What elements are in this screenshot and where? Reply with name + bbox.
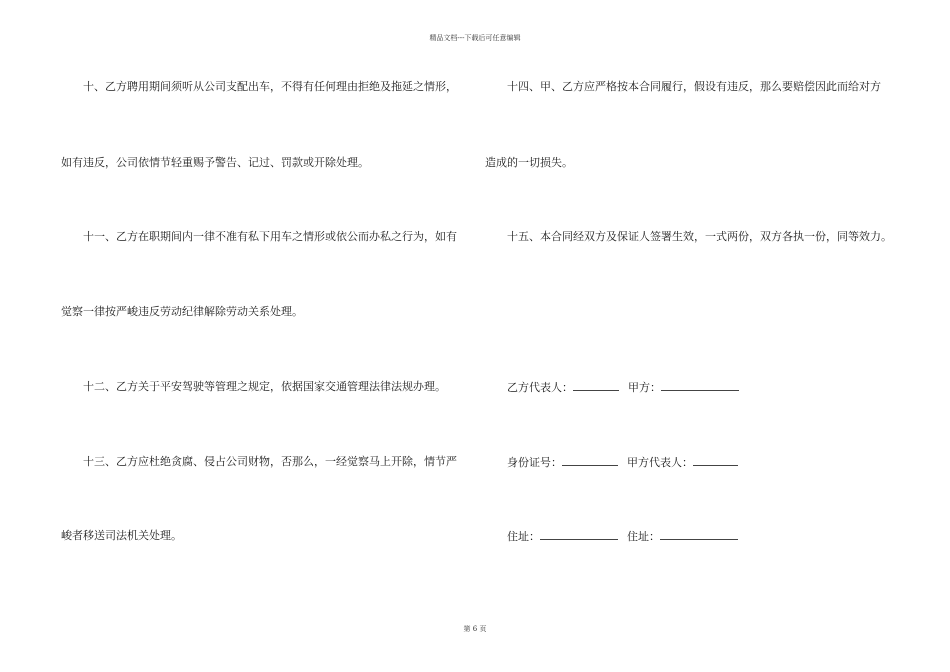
address-label-party-b: 住址： — [507, 530, 540, 543]
party-a-label: 甲方： — [628, 381, 661, 394]
party-a-representative-label: 甲方代表人： — [627, 456, 693, 469]
party-a-blank[interactable] — [661, 380, 739, 391]
signature-row-1 — [507, 380, 739, 395]
party-a-representative-blank[interactable] — [693, 455, 738, 466]
address-blank-party-a[interactable] — [660, 529, 738, 540]
page-number: 第 6 页 — [463, 625, 487, 633]
signature-row-3 — [507, 529, 738, 544]
clause-15-line-1: 十五、本合同经双方及保证人签署生效，一式两份，双方各执一份，同等效力。 — [507, 230, 892, 243]
address-label-party-a: 住址： — [627, 530, 660, 543]
signature-row-2 — [507, 455, 738, 470]
id-number-blank[interactable] — [562, 455, 618, 466]
party-b-representative-blank[interactable] — [573, 380, 619, 391]
clause-11-line-2: 觉察一律按严峻违反劳动纪律解除劳动关系处理。 — [61, 305, 303, 318]
party-b-representative-label: 乙方代表人： — [507, 381, 573, 394]
clause-13-line-1: 十三、乙方应杜绝贪腐、侵占公司财物，否那么，一经觉察马上开除，情节严 — [83, 455, 457, 468]
clause-11-line-1: 十一、乙方在职期间内一律不准有私下用车之情形或依公而办私之行为，如有 — [83, 230, 457, 243]
clause-10-line-2: 如有违反，公司依情节轻重赐予警告、记过、罚款或开除处理。 — [61, 156, 369, 169]
clause-10-line-1: 十、乙方聘用期间须听从公司支配出车，不得有任何理由拒绝及拖延之情形， — [83, 80, 457, 93]
id-number-label: 身份证号： — [507, 456, 562, 469]
page-header: 精品文档---下载后可任意编辑 — [429, 34, 521, 42]
clause-13-line-2: 峻者移送司法机关处理。 — [61, 529, 182, 542]
clause-12-line-1: 十二、乙方关于平安驾驶等管理之规定，依据国家交通管理法律法规办理。 — [83, 380, 446, 393]
clause-14-line-2: 造成的一切损失。 — [485, 156, 573, 169]
address-blank-party-b[interactable] — [540, 529, 618, 540]
clause-14-line-1: 十四、甲、乙方应严格按本合同履行，假设有违反，那么要赔偿因此而给对方 — [507, 80, 881, 93]
